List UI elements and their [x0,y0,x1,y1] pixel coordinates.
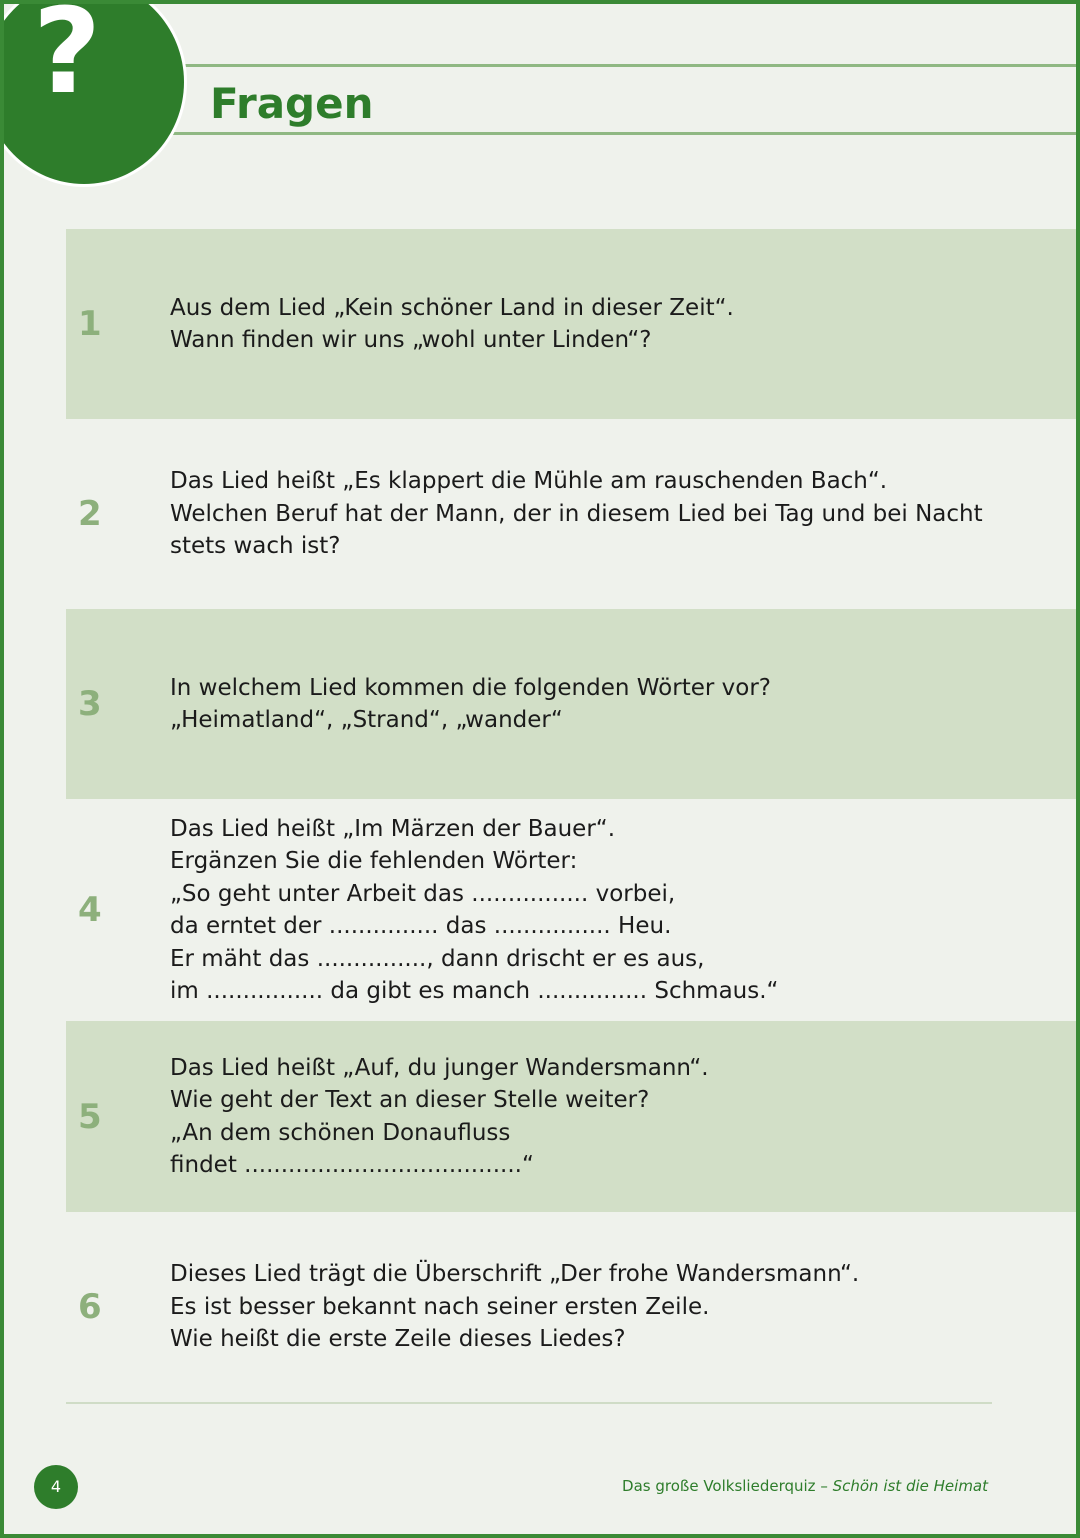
footer-title-text: Das große Volksliederquiz – [622,1477,833,1495]
footer-book-title [622,1474,988,1498]
question-number: 3 [78,684,102,724]
question-1 [66,229,1080,419]
question-5 [66,1021,1080,1212]
page-number-badge: 4 [34,1465,78,1509]
question-text: Das Lied heißt „Es klappert die Mühle am rauschenden Bach“. Welchen Beruf hat der Mann, der in diesem Lied bei Tag und bei Nacht stets wach ist? [170,468,983,560]
question-text: In welchem Lied kommen die folgenden Wörter vor? „Heimatland“, „Strand“, „wander“ [170,674,771,733]
footer-divider [66,1402,992,1404]
question-mark-badge [0,0,184,184]
question-2 [66,419,1080,609]
header-rule-bottom [154,132,1080,135]
footer-subtitle-text: Schön ist die Heimat [832,1477,988,1495]
question-text: Aus dem Lied „Kein schöner Land in dieser Zeit“. Wann finden wir uns „wohl unter Linden“? [170,294,734,353]
question-number: 2 [78,494,102,534]
question-mark-icon: ? [32,0,102,120]
question-number: 5 [78,1096,102,1137]
header-rule-top [154,64,1080,67]
question-text: Das Lied heißt „Im Märzen der Bauer“. Ergänzen Sie die fehlenden Wörter: „So geht unter Arbeit das ................ vorbei, da erntet der ............... das ................ Heu. Er mäht das ..............., dann drischt er es aus, im ................ da gibt es manch ............... Schmaus.“ [170,815,779,1004]
question-3 [66,609,1080,799]
question-text: Das Lied heißt „Auf, du junger Wandersmann“. Wie geht der Text an dieser Stelle weiter? „An dem schönen Donaufluss findet ......................................“ [170,1054,709,1178]
page-title: Fragen [210,79,374,128]
question-number: 1 [78,304,102,344]
question-4 [66,799,1080,1021]
question-text: Dieses Lied trägt die Überschrift „Der frohe Wandersmann“. Es ist besser bekannt nach seiner ersten Zeile. Wie heißt die erste Zeile dieses Liedes? [170,1261,860,1353]
question-number: 4 [78,890,102,930]
question-number: 6 [78,1287,102,1327]
question-6 [66,1212,1080,1402]
